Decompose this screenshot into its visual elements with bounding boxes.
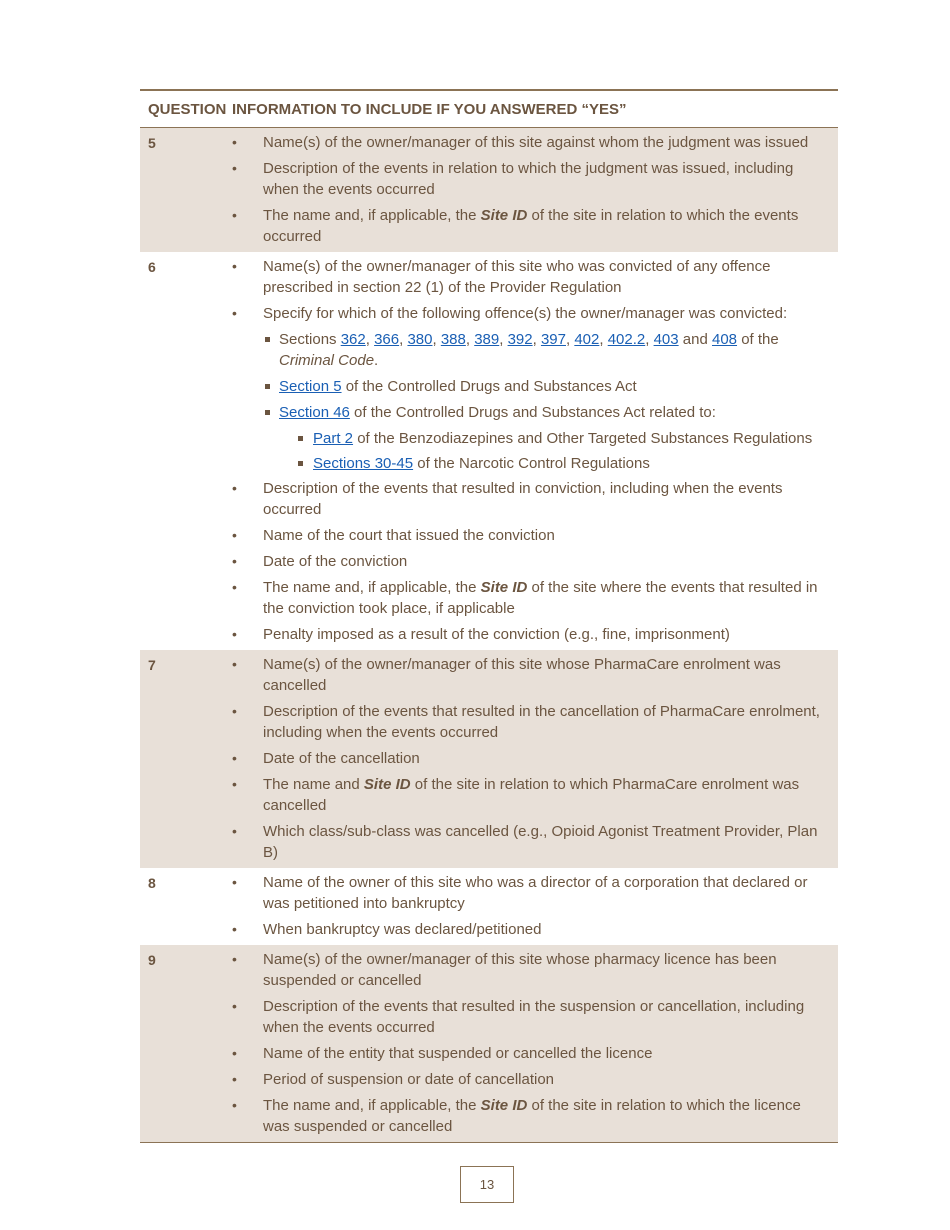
list-item: • Description of the events that resulted in conviction, including when the events occurred: [232, 478, 830, 520]
question-row-9: [140, 945, 838, 1142]
list-item: • Penalty imposed as a result of the conviction (e.g., fine, imprisonment): [232, 624, 830, 645]
sections-30-45-item: Sections 30-45 of the Narcotic Control Regulations: [232, 453, 830, 474]
question-row-7: [140, 650, 838, 868]
question-row-8: [140, 868, 838, 945]
list-item: • Date of the conviction: [232, 551, 830, 572]
page-number: 13: [460, 1166, 514, 1203]
question-number: 7: [148, 657, 156, 673]
question-number: 5: [148, 135, 156, 151]
question-number: 6: [148, 259, 156, 275]
section-link-392[interactable]: 392: [507, 331, 533, 348]
table-header: [140, 91, 838, 128]
list-item: • The name and, if applicable, the Site ID of the site in relation to which the events occurred: [232, 205, 830, 247]
section-link-362[interactable]: 362: [340, 331, 366, 348]
info-column-header: INFORMATION TO INCLUDE IF YOU ANSWERED “YES”: [232, 100, 627, 118]
question-info: [232, 945, 838, 1142]
question-row-6: [140, 252, 838, 650]
question-column-header: QUESTION: [148, 100, 227, 118]
section-5-link[interactable]: Section 5: [279, 378, 342, 395]
questions-table: [140, 89, 838, 1143]
question-info: [232, 650, 838, 868]
list-item: • Name(s) of the owner/manager of this site against whom the judgment was issued: [232, 132, 830, 153]
part-2-link[interactable]: Part 2: [313, 430, 354, 447]
list-item: • Name of the owner of this site who was a director of a corporation that declared or was petitioned into bankruptcy: [232, 872, 830, 914]
site-id-term: Site ID: [480, 579, 528, 596]
list-item: • Name(s) of the owner/manager of this site who was convicted of any offence prescribed in section 22 (1) of the Provider Regulation: [232, 256, 830, 298]
section-link-388[interactable]: 388: [440, 331, 466, 348]
site-id-term: Site ID: [480, 1097, 528, 1114]
section-link-389[interactable]: 389: [474, 331, 500, 348]
sections-30-45-link[interactable]: Sections 30-45: [313, 455, 414, 472]
list-item: • When bankruptcy was declared/petitioned: [232, 919, 830, 940]
list-item: • Name of the entity that suspended or cancelled the licence: [232, 1043, 830, 1064]
question-info: [232, 128, 838, 252]
list-item: • Date of the cancellation: [232, 748, 830, 769]
list-item: • The name and Site ID of the site in relation to which PharmaCare enrolment was cancelled: [232, 774, 830, 816]
table-bottom-rule: [140, 1142, 838, 1143]
question-info: [232, 252, 838, 650]
list-item: • The name and, if applicable, the Site ID of the site where the events that resulted in the conviction took place, if applicable: [232, 577, 830, 619]
question-number: 8: [148, 875, 156, 891]
criminal-code-sections-item: Sections 362, 366, 380, 388, 389, 392, 397, 402, 402.2, 403 and 408 of the Criminal Code.: [232, 329, 830, 371]
section-link-397[interactable]: 397: [540, 331, 566, 348]
list-item: • Description of the events that resulted in the suspension or cancellation, including when the events occurred: [232, 996, 830, 1038]
criminal-code-title: Criminal Code: [279, 352, 375, 369]
question-row-5: [140, 128, 838, 252]
question-info: [232, 868, 838, 945]
list-item: • Description of the events that resulted in the cancellation of PharmaCare enrolment, including when the events occurred: [232, 701, 830, 743]
cdsa-section-46-item: Section 46 of the Controlled Drugs and Substances Act related to:: [232, 402, 830, 423]
section-link-380[interactable]: 380: [407, 331, 433, 348]
list-item: • The name and, if applicable, the Site ID of the site in relation to which the licence was suspended or cancelled: [232, 1095, 830, 1137]
part-2-item: Part 2 of the Benzodiazepines and Other Targeted Substances Regulations: [232, 428, 830, 449]
section-link-403[interactable]: 403: [653, 331, 679, 348]
list-item: • Which class/sub-class was cancelled (e.g., Opioid Agonist Treatment Provider, Plan B): [232, 821, 830, 863]
list-item: • Period of suspension or date of cancellation: [232, 1069, 830, 1090]
cdsa-section-5-item: Section 5 of the Controlled Drugs and Substances Act: [232, 376, 830, 397]
site-id-term: Site ID: [363, 776, 411, 793]
list-item: • Specify for which of the following offence(s) the owner/manager was convicted:: [232, 303, 830, 324]
section-link-402[interactable]: 402: [574, 331, 600, 348]
section-link-402-2[interactable]: 402.2: [607, 331, 646, 348]
section-link-366[interactable]: 366: [374, 331, 400, 348]
section-link-408[interactable]: 408: [712, 331, 738, 348]
list-item: • Name of the court that issued the conviction: [232, 525, 830, 546]
list-item: • Description of the events in relation to which the judgment was issued, including when the events occurred: [232, 158, 830, 200]
site-id-term: Site ID: [480, 207, 528, 224]
section-46-link[interactable]: Section 46: [279, 404, 350, 421]
list-item: • Name(s) of the owner/manager of this site whose pharmacy licence has been suspended or cancelled: [232, 949, 830, 991]
question-number: 9: [148, 952, 156, 968]
list-item: • Name(s) of the owner/manager of this site whose PharmaCare enrolment was cancelled: [232, 654, 830, 696]
